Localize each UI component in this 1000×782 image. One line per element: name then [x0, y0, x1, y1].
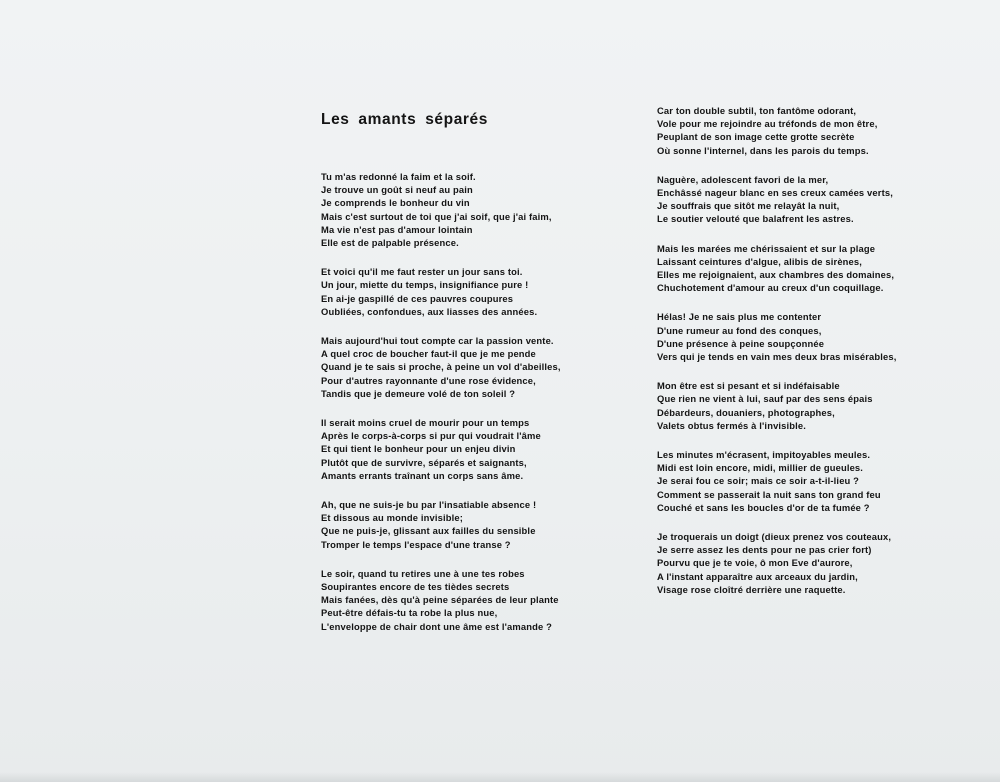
stanza [657, 379, 957, 432]
verse-line: Valets obtus fermés à l'invisible. [657, 419, 807, 431]
verse-line: Elle est de palpable présence. [321, 237, 459, 249]
verse-line: Je souffrais que sitôt me relayât la nuit, [657, 200, 840, 212]
page-shadow-edge [0, 772, 1000, 782]
verse-line: Peut-être défais-tu ta robe la plus nue, [321, 607, 498, 619]
verse-line: Je serre assez les dents pour ne pas crier fort) [657, 544, 872, 556]
verse-line: Soupirantes encore de tes tièdes secrets [321, 581, 510, 593]
stanza [657, 310, 957, 363]
verse-line: Oubliées, confondues, aux liasses des années. [321, 305, 538, 317]
right-stanzas [657, 104, 957, 596]
verse-line: Ah, que ne suis-je bu par l'insatiable absence ! [321, 499, 537, 511]
verse-line: A l'instant apparaître aux arceaux du jardin, [657, 570, 858, 582]
verse-line: Visage rose cloîtré derrière une raquette. [657, 583, 846, 595]
verse-line: Je troquerais un doigt (dieux prenez vos couteaux, [657, 531, 892, 543]
left-column [321, 104, 621, 633]
verse-line: Enchâssé nageur blanc en ses creux camées verts, [657, 187, 893, 199]
stanza [657, 173, 957, 226]
stanza [657, 448, 957, 514]
verse-line: Ma vie n'est pas d'amour lointain [321, 223, 473, 235]
verse-line: Où sonne l'internel, dans les parois du temps. [657, 144, 869, 156]
verse-line: Mais les marées me chérissaient et sur la plage [657, 242, 876, 254]
verse-line: Et dissous au monde invisible; [321, 512, 464, 524]
verse-line: Il serait moins cruel de mourir pour un temps [321, 417, 530, 429]
verse-line: Quand je te sais si proche, à peine un vol d'abeilles, [321, 361, 561, 373]
verse-line: Elles me rejoignaient, aux chambres des domaines, [657, 269, 895, 281]
verse-line: Et qui tient le bonheur pour un enjeu divin [321, 443, 516, 455]
verse-line: Que ne puis-je, glissant aux failles du sensible [321, 525, 536, 537]
right-column [657, 104, 957, 596]
verse-line: Et voici qu'il me faut rester un jour sans toi. [321, 266, 523, 278]
stanza [321, 334, 621, 400]
verse-line: L'enveloppe de chair dont une âme est l'amande ? [321, 620, 552, 632]
verse-line: Un jour, miette du temps, insignifiance pure ! [321, 279, 529, 291]
verse-line: Pour d'autres rayonnante d'une rose évidence, [321, 374, 536, 386]
stanza [321, 498, 621, 551]
verse-line: Le soutier velouté que balafrent les astres. [657, 213, 854, 225]
verse-line: Laissant ceintures d'algue, alibis de sirènes, [657, 255, 863, 267]
verse-line: Mon être est si pesant et si indéfaisable [657, 380, 840, 392]
verse-line: D'une rumeur au fond des conques, [657, 324, 822, 336]
verse-line: Plutôt que de survivre, séparés et saignants, [321, 456, 527, 468]
verse-line: En ai-je gaspillé de ces pauvres coupures [321, 292, 514, 304]
verse-line: Hélas! Je ne sais plus me contenter [657, 311, 822, 323]
verse-line: Chuchotement d'amour au creux d'un coquillage. [657, 282, 884, 294]
verse-line: Pourvu que je te voie, ô mon Eve d'aurore, [657, 557, 853, 569]
verse-line: Comment se passerait la nuit sans ton grand feu [657, 488, 881, 500]
stanza [657, 242, 957, 295]
stanza [321, 567, 621, 633]
verse-line: Tandis que je demeure volé de ton soleil ? [321, 387, 516, 399]
verse-line: Mais aujourd'hui tout compte car la passion vente. [321, 335, 554, 347]
verse-line: Amants errants traînant un corps sans âme. [321, 469, 524, 481]
left-stanzas [321, 170, 621, 633]
verse-line: Vole pour me rejoindre au tréfonds de mon être, [657, 118, 878, 130]
verse-line: A quel croc de boucher faut-il que je me pende [321, 348, 536, 360]
verse-line: Que rien ne vient à lui, sauf par des sens épais [657, 393, 873, 405]
verse-line: Les minutes m'écrasent, impitoyables meules. [657, 449, 871, 461]
stanza [657, 104, 957, 157]
verse-line: D'une présence à peine soupçonnée [657, 337, 825, 349]
verse-line: Mais fanées, dès qu'à peine séparées de leur plante [321, 594, 559, 606]
verse-line: Tu m'as redonné la faim et la soif. [321, 171, 476, 182]
verse-line: Je comprends le bonheur du vin [321, 197, 470, 209]
verse-line: Vers qui je tends en vain mes deux bras misérables, [657, 351, 897, 363]
stanza [321, 170, 621, 249]
verse-line: Après le corps-à-corps si pur qui voudrait l'âme [321, 430, 541, 442]
verse-line: Couché et sans les boucles d'or de ta fumée ? [657, 501, 870, 513]
stanza [657, 530, 957, 596]
verse-line: Midi est loin encore, midi, millier de gueules. [657, 462, 864, 474]
verse-line: Le soir, quand tu retires une à une tes robes [321, 567, 525, 579]
verse-line: Je trouve un goût si neuf au pain [321, 184, 473, 196]
verse-line: Je serai fou ce soir; mais ce soir a-t-il-lieu ? [657, 475, 860, 487]
verse-line: Débardeurs, douaniers, photographes, [657, 406, 835, 418]
verse-line: Peuplant de son image cette grotte secrète [657, 131, 855, 143]
verse-line: Car ton double subtil, ton fantôme odorant, [657, 105, 857, 116]
poem-title: Les amants séparés [321, 111, 488, 128]
stanza [321, 416, 621, 482]
verse-line: Naguère, adolescent favori de la mer, [657, 173, 829, 185]
stanza [321, 265, 621, 318]
verse-line: Mais c'est surtout de toi que j'ai soif, que j'ai faim, [321, 210, 552, 222]
verse-line: Tromper le temps l'espace d'une transe ? [321, 538, 511, 550]
